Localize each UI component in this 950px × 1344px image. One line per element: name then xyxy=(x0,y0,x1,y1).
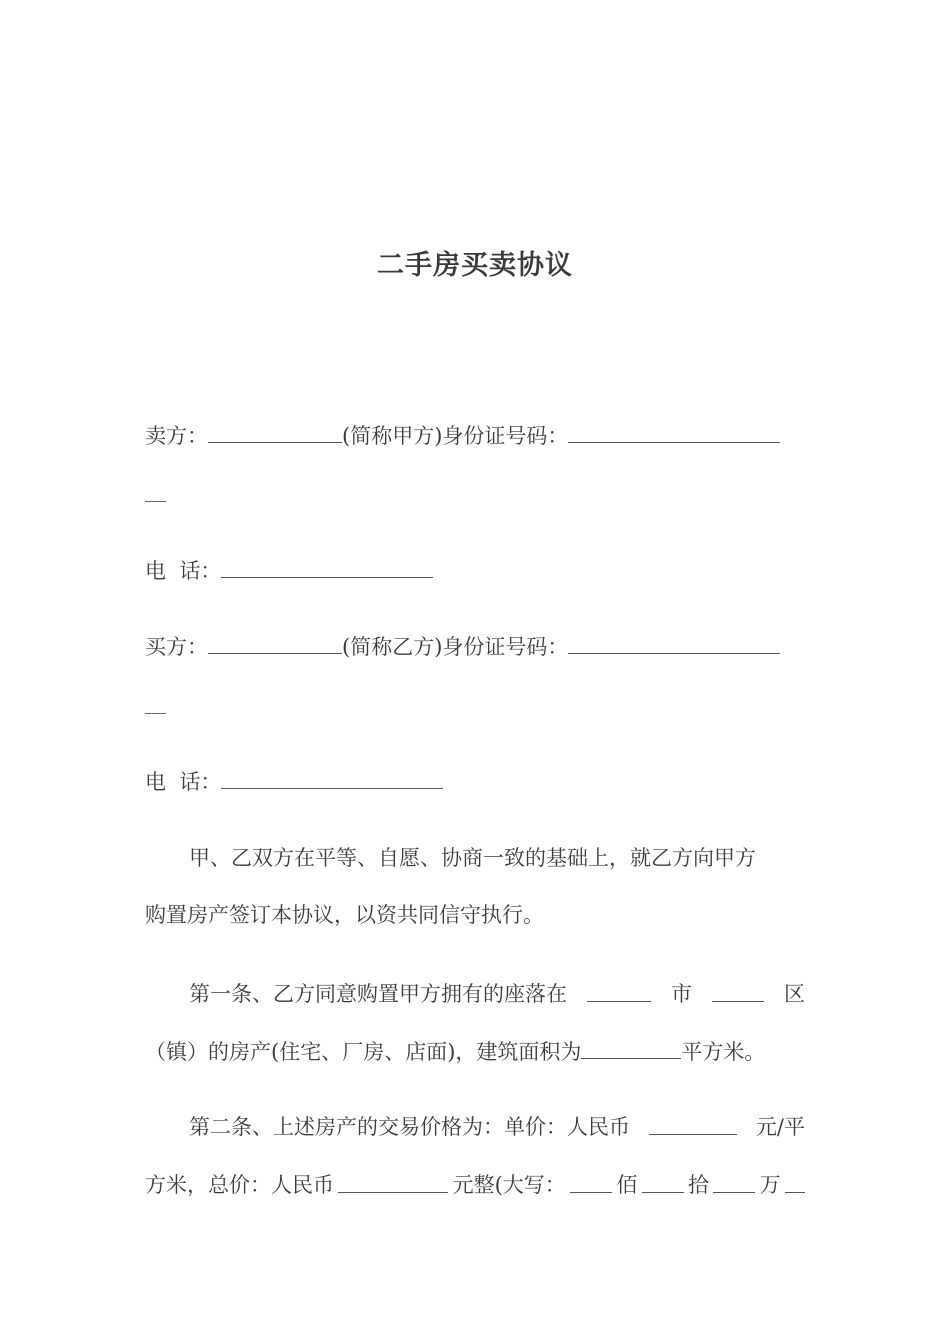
tens-blank[interactable] xyxy=(642,1170,684,1193)
article-1-line-1 xyxy=(189,979,805,1009)
article-2-text-e: 佰 xyxy=(616,1173,638,1197)
seller-abbrev-text: (简称甲方)身份证号码： xyxy=(342,424,569,448)
article-2-text-g: 万 xyxy=(759,1173,781,1197)
buyer-phone-blank[interactable] xyxy=(221,766,443,789)
unit-price-blank[interactable] xyxy=(649,1112,737,1135)
article-1-text-city: 市 xyxy=(671,982,692,1006)
total-price-blank[interactable] xyxy=(338,1170,448,1193)
article-2-text-d: 元整(大写： xyxy=(452,1173,566,1197)
intro-paragraph-line-2: 购置房产签订本协议，以资共同信守执行。 xyxy=(145,903,544,927)
article-2-line-1 xyxy=(189,1112,805,1142)
article-2-text-b: 元/平 xyxy=(755,1115,805,1139)
buyer-phone-label: 电 话： xyxy=(145,770,222,794)
document-title: 二手房买卖协议 xyxy=(377,250,573,281)
seller-id-blank-continuation xyxy=(145,501,166,502)
article-1-text-district: 区 xyxy=(784,982,805,1006)
seller-name-blank[interactable] xyxy=(208,420,342,443)
article-1-text-a: 第一条、乙方同意购置甲方拥有的座落在 xyxy=(189,982,567,1006)
article-2-line-2 xyxy=(145,1170,805,1200)
seller-phone-blank[interactable] xyxy=(221,555,433,578)
article-1-text-e: 平方米。 xyxy=(681,1040,766,1064)
buyer-id-blank-continuation xyxy=(145,713,166,714)
district-blank[interactable] xyxy=(712,979,764,1002)
article-1-text-d: （镇）的房产(住宅、厂房、店面)，建筑面积为 xyxy=(145,1040,582,1064)
buyer-name-blank[interactable] xyxy=(208,631,342,654)
buyer-abbrev-text: (简称乙方)身份证号码： xyxy=(342,635,569,659)
seller-label: 卖方： xyxy=(145,424,208,448)
city-blank[interactable] xyxy=(587,979,651,1002)
area-blank[interactable] xyxy=(581,1036,681,1059)
buyer-id-blank[interactable] xyxy=(568,631,780,654)
buyer-line xyxy=(145,631,805,662)
hundreds-blank[interactable] xyxy=(570,1170,612,1193)
ten-thousands-blank[interactable] xyxy=(713,1170,755,1193)
article-2-text-c: 方米，总价：人民币 xyxy=(145,1173,334,1197)
seller-phone-label: 电 话： xyxy=(145,559,222,583)
seller-phone-line xyxy=(145,555,805,586)
article-1-line-2 xyxy=(145,1036,805,1067)
seller-id-blank[interactable] xyxy=(568,420,780,443)
buyer-label: 买方： xyxy=(145,635,208,659)
seller-line xyxy=(145,420,805,451)
intro-paragraph-line-1: 甲、乙双方在平等、自愿、协商一致的基础上，就乙方向甲方 xyxy=(189,846,756,870)
article-2-text-f: 拾 xyxy=(687,1173,709,1197)
thousands-blank[interactable] xyxy=(785,1170,805,1193)
article-2-text-a: 第二条、上述房产的交易价格为：单价：人民币 xyxy=(189,1115,630,1139)
buyer-phone-line xyxy=(145,766,805,797)
